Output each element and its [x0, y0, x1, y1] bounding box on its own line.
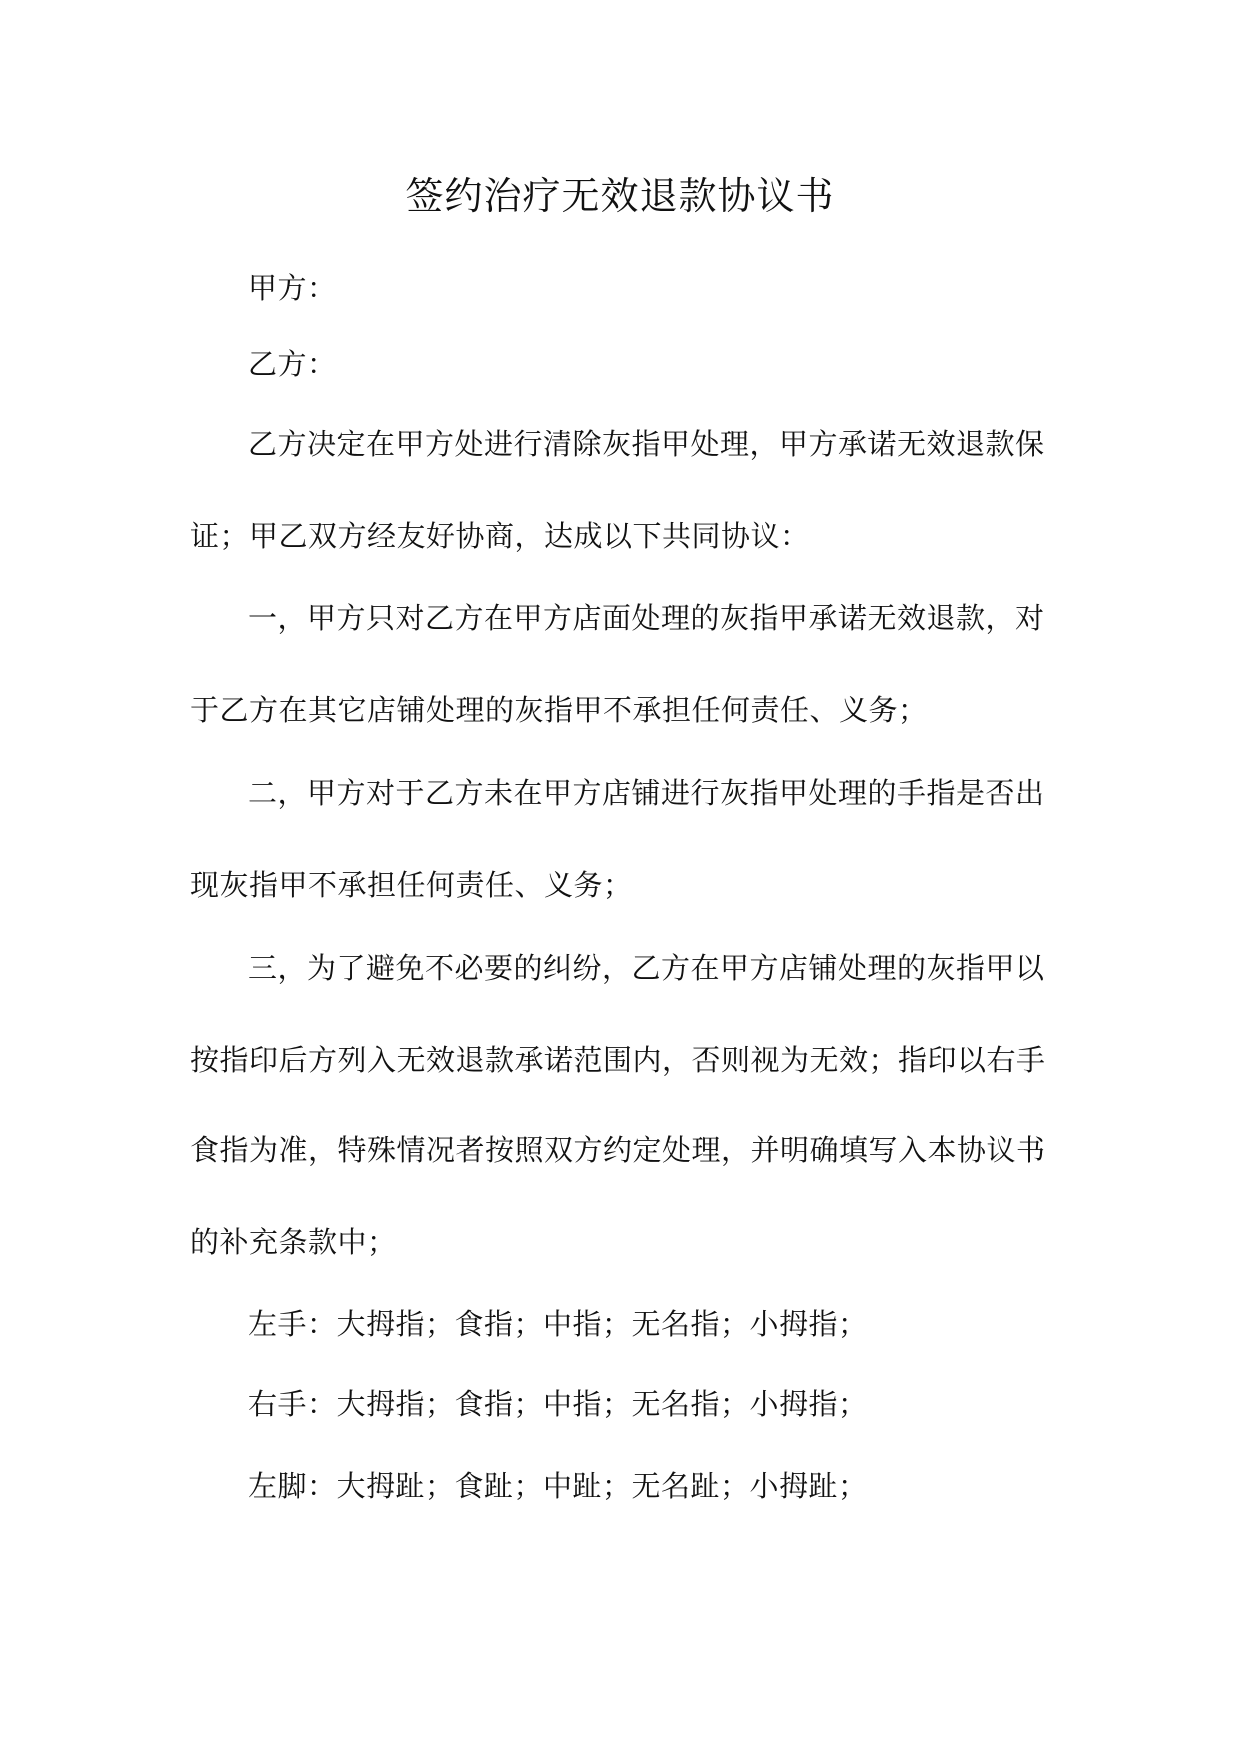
party-b-label: 乙方： [248, 347, 337, 381]
document-title: 签约治疗无效退款协议书 [405, 174, 835, 218]
left-hand-fingers: 左手：大拇指；食指；中指；无名指；小拇指； [248, 1307, 868, 1341]
clause-3-line-1: 三，为了避免不必要的纠纷，乙方在甲方店铺处理的灰指甲以 [248, 951, 1045, 985]
clause-3-line-4: 的补充条款中； [190, 1225, 397, 1259]
intro-line-2: 证；甲乙双方经友好协商，达成以下共同协议： [190, 519, 810, 553]
clause-2-line-2: 现灰指甲不承担任何责任、义务； [190, 868, 633, 902]
right-hand-fingers: 右手：大拇指；食指；中指；无名指；小拇指； [248, 1387, 868, 1421]
clause-1-line-1: 一，甲方只对乙方在甲方店面处理的灰指甲承诺无效退款，对 [248, 601, 1045, 635]
intro-line-1: 乙方决定在甲方处进行清除灰指甲处理，甲方承诺无效退款保 [248, 427, 1045, 461]
clause-1-line-2: 于乙方在其它店铺处理的灰指甲不承担任何责任、义务； [190, 693, 928, 727]
clause-3-line-3: 食指为准，特殊情况者按照双方约定处理，并明确填写入本协议书 [190, 1133, 1046, 1167]
party-a-label: 甲方： [248, 271, 337, 305]
clause-3-line-2: 按指印后方列入无效退款承诺范围内，否则视为无效；指印以右手 [190, 1043, 1046, 1077]
clause-2-line-1: 二，甲方对于乙方未在甲方店铺进行灰指甲处理的手指是否出 [248, 776, 1045, 810]
left-foot-toes: 左脚：大拇趾；食趾；中趾；无名趾；小拇趾； [248, 1469, 868, 1503]
